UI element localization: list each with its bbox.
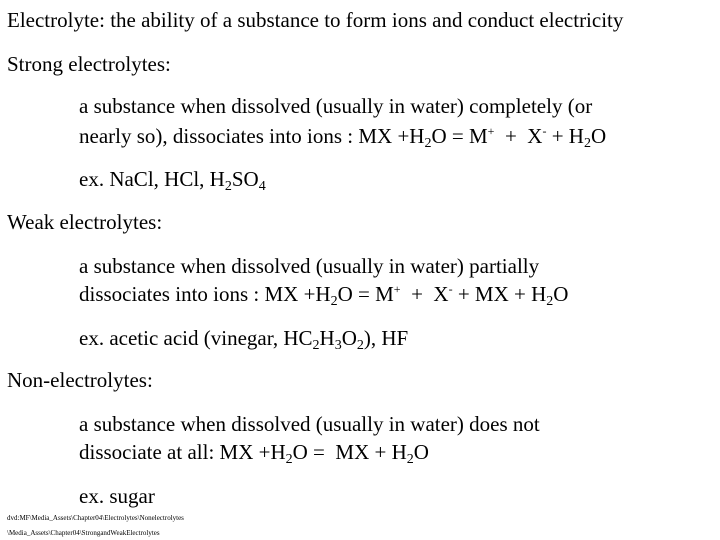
footer-source-path-2: \Media_Assets\Chapter04\StrongandWeakElectrolytes: [7, 529, 160, 537]
weak-example-text: ex. acetic acid (vinegar, HC: [79, 326, 313, 350]
strong-eq-subscript: 2: [583, 136, 591, 151]
weak-eq-part: O = M: [337, 282, 394, 306]
weak-definition-text: dissociates into ions : MX +H: [79, 282, 331, 306]
weak-example-subscript: 2: [312, 338, 320, 353]
non-definition-line1: a substance when dissolved (usually in water) does not: [79, 412, 540, 436]
strong-eq-part: O: [590, 124, 607, 148]
strong-example-subscript: 4: [258, 179, 266, 194]
weak-example-text: ), HF: [363, 326, 409, 350]
weak-example-subscript: 2: [356, 338, 364, 353]
strong-definition-line2: [79, 124, 607, 151]
strong-example-text: ex. NaCl, HCl, H: [79, 167, 225, 191]
page-title: Electrolyte: the ability of a substance to form ions and conduct electricity: [7, 8, 624, 32]
strong-eq-part: + H: [546, 124, 584, 148]
weak-example-text: O: [341, 326, 357, 350]
strong-definition-text: nearly so), dissociates into ions : MX +H: [79, 124, 425, 148]
non-eq-part: O = MX + H: [292, 440, 407, 464]
weak-eq-plus-charge: +: [393, 282, 401, 296]
strong-example: [79, 167, 266, 194]
strong-definition-line1: a substance when dissolved (usually in water) completely (or: [79, 94, 593, 118]
strong-eq-plus-charge: +: [487, 124, 495, 138]
weak-eq-minus-charge: -: [448, 282, 453, 296]
strong-eq-subscript: 2: [424, 136, 432, 151]
weak-eq-part: + MX + H: [452, 282, 547, 306]
non-eq-part: O: [413, 440, 429, 464]
strong-electrolytes-heading: Strong electrolytes:: [7, 52, 171, 76]
non-definition-text: dissociate at all: MX +H: [79, 440, 286, 464]
strong-example-text: SO: [231, 167, 259, 191]
non-electrolytes-heading: Non-electrolytes:: [7, 368, 153, 392]
strong-example-subscript: 2: [224, 179, 232, 194]
non-definition-line2: [79, 440, 429, 467]
strong-eq-part: + X: [494, 124, 543, 148]
weak-example: [79, 326, 409, 353]
strong-eq-part: O = M: [431, 124, 488, 148]
weak-definition-line1: a substance when dissolved (usually in water) partially: [79, 254, 540, 278]
non-eq-subscript: 2: [285, 452, 293, 467]
strong-eq-minus-charge: -: [542, 124, 547, 138]
footer-source-path-1: dvd:MF\Media_Assets\Chapter04\Electrolytes\Nonelectrolytes: [7, 514, 184, 522]
weak-example-text: H: [319, 326, 335, 350]
weak-definition-line2: [79, 282, 569, 309]
non-eq-subscript: 2: [406, 452, 414, 467]
weak-eq-subscript: 2: [546, 294, 554, 309]
weak-eq-subscript: 2: [330, 294, 338, 309]
weak-eq-part: + X: [400, 282, 449, 306]
weak-eq-part: O: [553, 282, 569, 306]
non-example: ex. sugar: [79, 484, 155, 508]
weak-electrolytes-heading: Weak electrolytes:: [7, 210, 163, 234]
weak-example-subscript: 3: [334, 338, 342, 353]
